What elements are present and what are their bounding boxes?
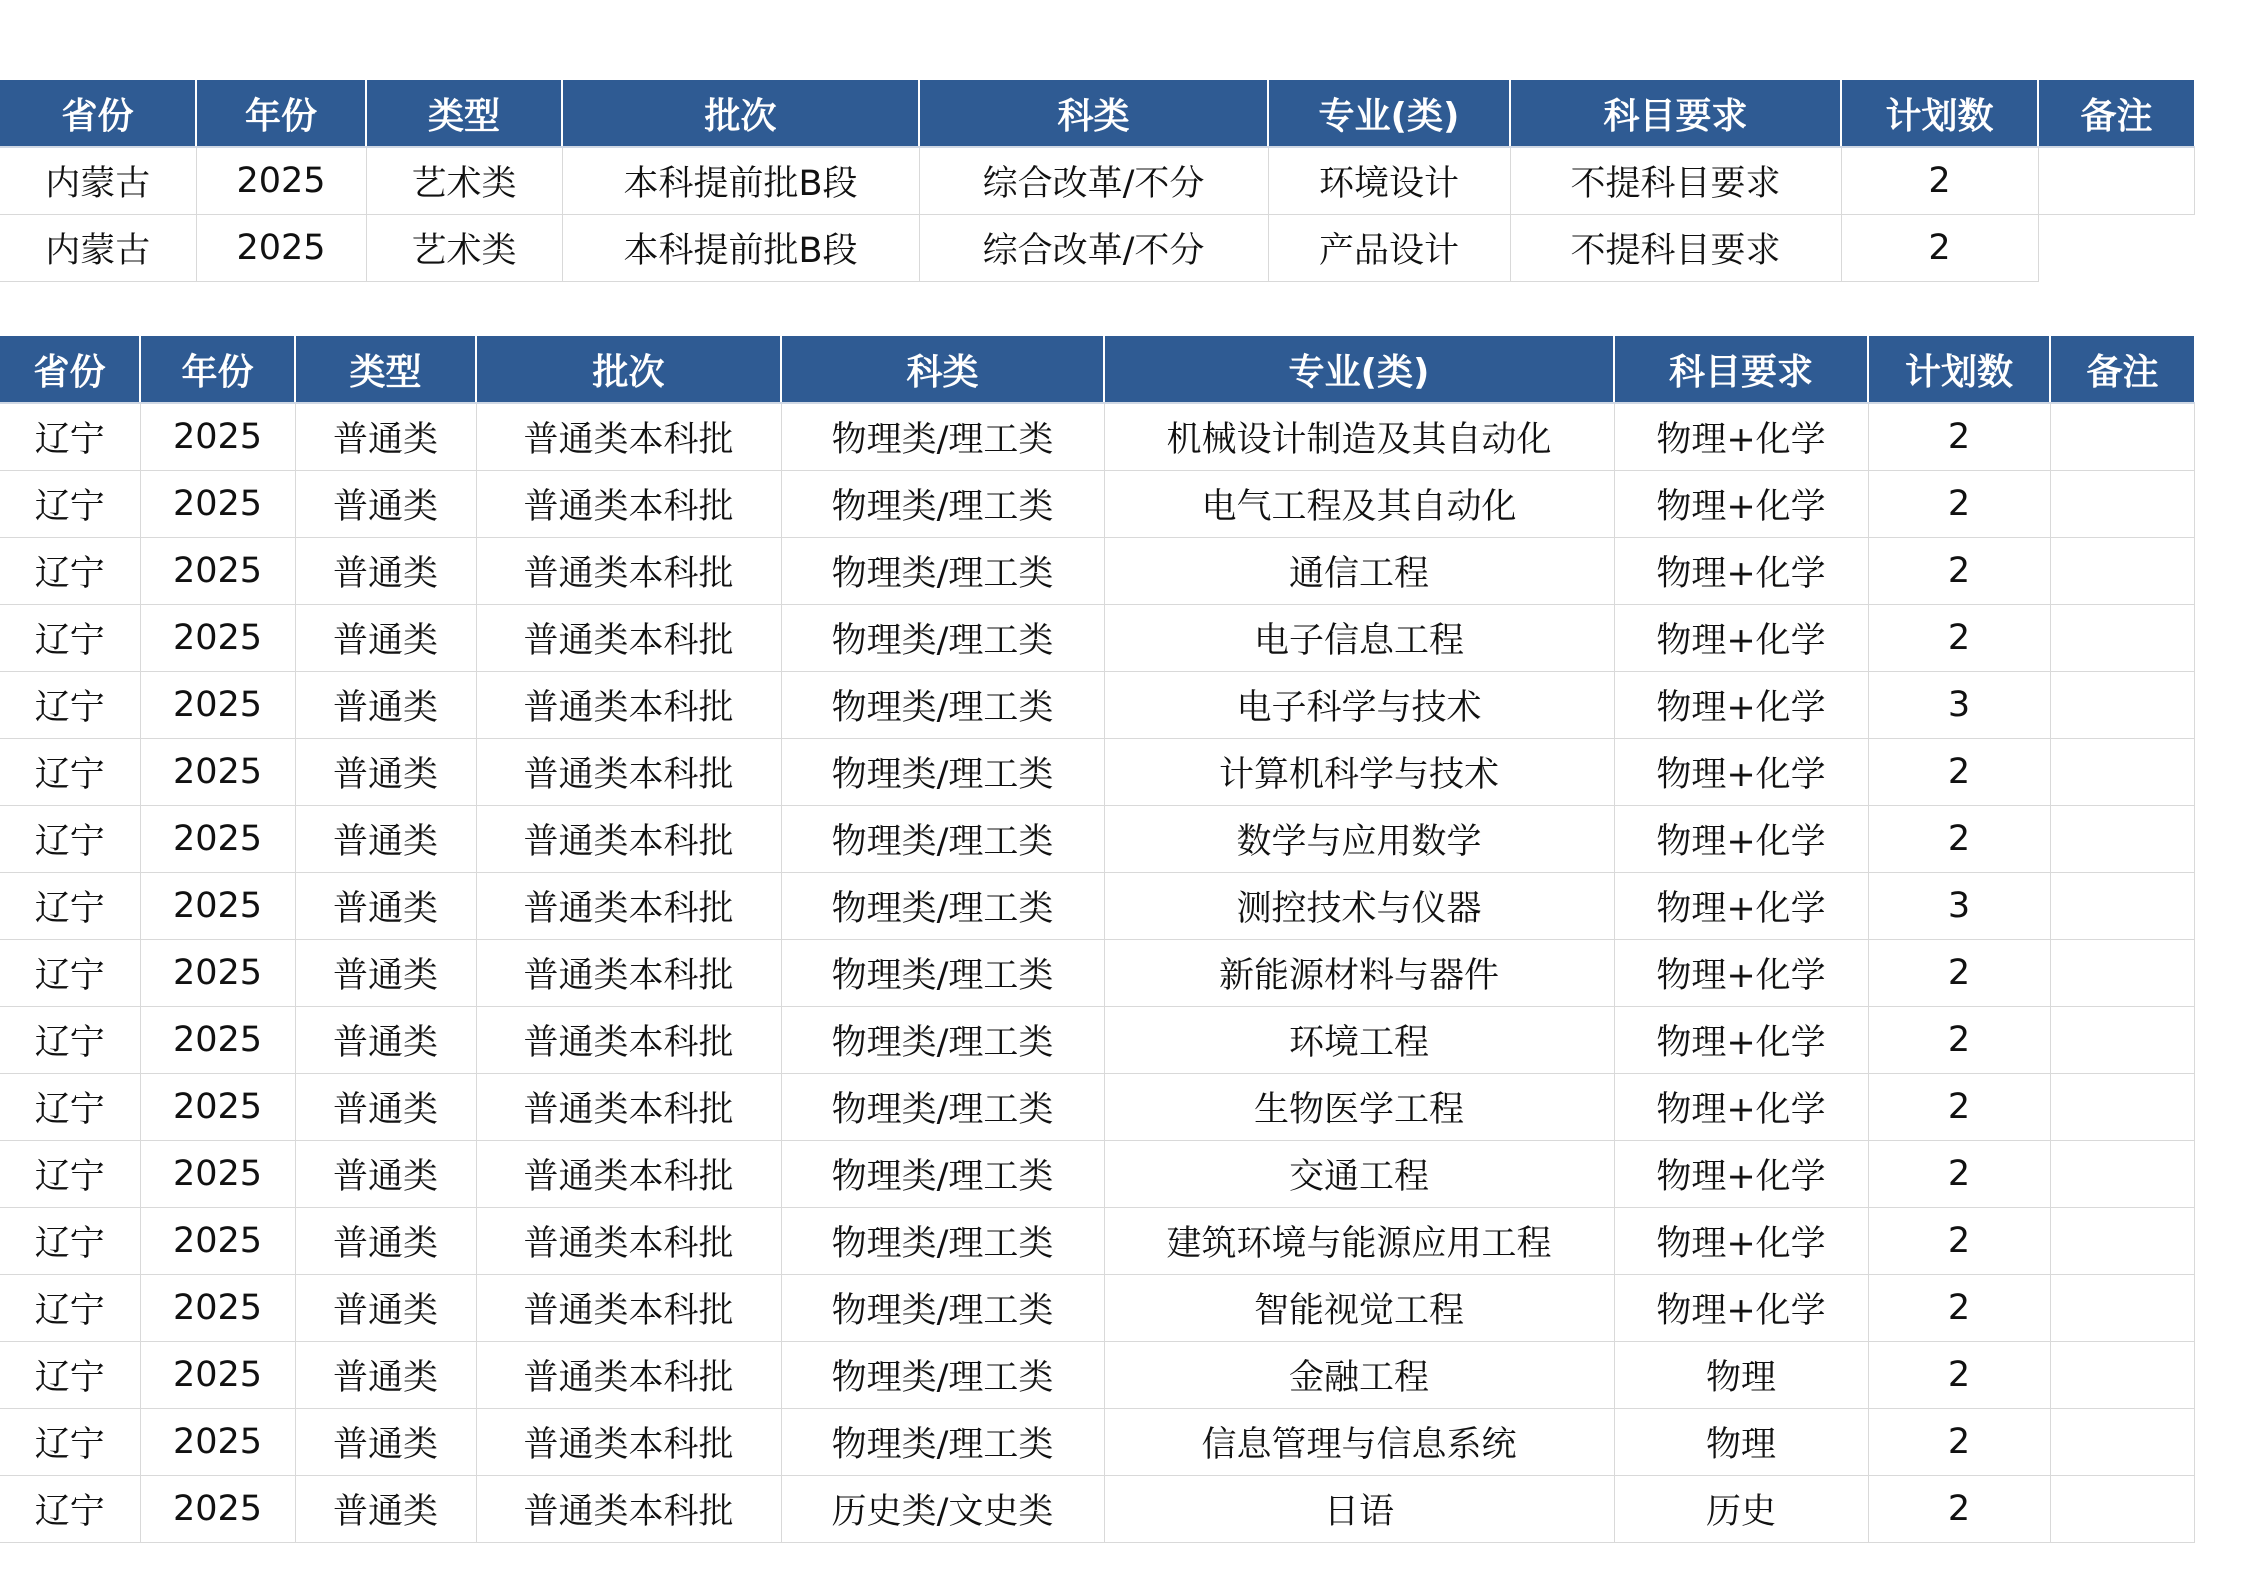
header-subject-requirement: 科目要求 xyxy=(1510,80,1841,147)
cell-type: 普通类 xyxy=(295,403,476,471)
cell-category: 物理类/理工类 xyxy=(781,605,1104,672)
cell-category: 物理类/理工类 xyxy=(781,1007,1104,1074)
header-category: 科类 xyxy=(919,80,1268,147)
cell-year: 2025 xyxy=(140,1141,295,1208)
cell-plan-count: 2 xyxy=(1868,940,2050,1007)
cell-type: 艺术类 xyxy=(366,147,562,215)
table-row xyxy=(0,806,2194,873)
table-row xyxy=(0,873,2194,940)
cell-plan-count: 2 xyxy=(1841,147,2038,215)
cell-province: 内蒙古 xyxy=(0,147,196,215)
cell-batch: 普通类本科批 xyxy=(476,403,781,471)
table-row xyxy=(0,1476,2194,1543)
cell-notes xyxy=(2038,147,2194,215)
cell-notes xyxy=(2050,672,2194,739)
table-row xyxy=(0,1342,2194,1409)
cell-subject-requirement: 历史 xyxy=(1614,1476,1868,1543)
cell-province: 内蒙古 xyxy=(0,215,196,282)
header-major: 专业(类) xyxy=(1268,80,1510,147)
cell-type: 普通类 xyxy=(295,471,476,538)
cell-category: 物理类/理工类 xyxy=(781,806,1104,873)
cell-subject-requirement: 物理+化学 xyxy=(1614,873,1868,940)
header-province: 省份 xyxy=(0,80,196,147)
cell-province: 辽宁 xyxy=(0,873,140,940)
table-header-row xyxy=(0,80,2194,147)
cell-subject-requirement: 不提科目要求 xyxy=(1510,147,1841,215)
cell-batch: 本科提前批B段 xyxy=(562,147,919,215)
cell-notes xyxy=(2050,1007,2194,1074)
cell-notes xyxy=(2050,1074,2194,1141)
cell-category: 物理类/理工类 xyxy=(781,1342,1104,1409)
table-row xyxy=(0,215,2194,282)
cell-plan-count: 2 xyxy=(1868,605,2050,672)
cell-province: 辽宁 xyxy=(0,605,140,672)
cell-subject-requirement: 不提科目要求 xyxy=(1510,215,1841,282)
cell-type: 普通类 xyxy=(295,1409,476,1476)
cell-subject-requirement: 物理 xyxy=(1614,1342,1868,1409)
cell-subject-requirement: 物理+化学 xyxy=(1614,605,1868,672)
table-row xyxy=(0,605,2194,672)
cell-year: 2025 xyxy=(196,147,366,215)
table-row xyxy=(0,403,2194,471)
table-row xyxy=(0,1141,2194,1208)
cell-year: 2025 xyxy=(140,1208,295,1275)
cell-notes xyxy=(2050,806,2194,873)
cell-province: 辽宁 xyxy=(0,403,140,471)
table-row xyxy=(0,1007,2194,1074)
cell-year: 2025 xyxy=(140,471,295,538)
header-category: 科类 xyxy=(781,336,1104,403)
cell-major: 电子信息工程 xyxy=(1104,605,1614,672)
table-row xyxy=(0,739,2194,806)
header-batch: 批次 xyxy=(562,80,919,147)
header-notes: 备注 xyxy=(2050,336,2194,403)
table-row xyxy=(0,940,2194,1007)
cell-year: 2025 xyxy=(140,940,295,1007)
cell-plan-count: 2 xyxy=(1868,403,2050,471)
cell-year: 2025 xyxy=(140,739,295,806)
cell-plan-count: 2 xyxy=(1868,806,2050,873)
cell-major: 测控技术与仪器 xyxy=(1104,873,1614,940)
cell-category: 物理类/理工类 xyxy=(781,1074,1104,1141)
cell-plan-count: 2 xyxy=(1868,1141,2050,1208)
cell-batch: 普通类本科批 xyxy=(476,806,781,873)
cell-notes xyxy=(2050,605,2194,672)
cell-notes xyxy=(2050,1208,2194,1275)
cell-type: 普通类 xyxy=(295,940,476,1007)
cell-plan-count: 2 xyxy=(1868,1074,2050,1141)
header-plan-count: 计划数 xyxy=(1841,80,2038,147)
cell-batch: 普通类本科批 xyxy=(476,1342,781,1409)
header-subject-requirement: 科目要求 xyxy=(1614,336,1868,403)
cell-province: 辽宁 xyxy=(0,672,140,739)
cell-province: 辽宁 xyxy=(0,538,140,605)
cell-major: 信息管理与信息系统 xyxy=(1104,1409,1614,1476)
cell-notes xyxy=(2050,1342,2194,1409)
cell-subject-requirement: 物理+化学 xyxy=(1614,806,1868,873)
cell-year: 2025 xyxy=(140,1342,295,1409)
cell-province: 辽宁 xyxy=(0,1007,140,1074)
cell-batch: 普通类本科批 xyxy=(476,1074,781,1141)
cell-year: 2025 xyxy=(140,1007,295,1074)
cell-notes xyxy=(2050,403,2194,471)
header-year: 年份 xyxy=(140,336,295,403)
cell-province: 辽宁 xyxy=(0,1476,140,1543)
cell-type: 普通类 xyxy=(295,1275,476,1342)
cell-major: 电气工程及其自动化 xyxy=(1104,471,1614,538)
cell-batch: 普通类本科批 xyxy=(476,873,781,940)
cell-batch: 普通类本科批 xyxy=(476,940,781,1007)
cell-category: 物理类/理工类 xyxy=(781,940,1104,1007)
cell-notes xyxy=(2038,215,2194,282)
cell-notes xyxy=(2050,739,2194,806)
header-plan-count: 计划数 xyxy=(1868,336,2050,403)
cell-type: 普通类 xyxy=(295,605,476,672)
cell-category: 综合改革/不分 xyxy=(919,147,1268,215)
cell-category: 物理类/理工类 xyxy=(781,1141,1104,1208)
cell-batch: 本科提前批B段 xyxy=(562,215,919,282)
cell-category: 历史类/文史类 xyxy=(781,1476,1104,1543)
cell-category: 物理类/理工类 xyxy=(781,403,1104,471)
table-row xyxy=(0,1275,2194,1342)
cell-major: 金融工程 xyxy=(1104,1342,1614,1409)
cell-subject-requirement: 物理+化学 xyxy=(1614,1275,1868,1342)
cell-type: 普通类 xyxy=(295,1074,476,1141)
cell-subject-requirement: 物理 xyxy=(1614,1409,1868,1476)
cell-category: 物理类/理工类 xyxy=(781,672,1104,739)
table-row xyxy=(0,147,2194,215)
header-batch: 批次 xyxy=(476,336,781,403)
cell-batch: 普通类本科批 xyxy=(476,605,781,672)
table-row xyxy=(0,1409,2194,1476)
cell-plan-count: 2 xyxy=(1868,1007,2050,1074)
cell-notes xyxy=(2050,940,2194,1007)
cell-major: 新能源材料与器件 xyxy=(1104,940,1614,1007)
cell-batch: 普通类本科批 xyxy=(476,739,781,806)
cell-batch: 普通类本科批 xyxy=(476,538,781,605)
cell-province: 辽宁 xyxy=(0,940,140,1007)
cell-category: 物理类/理工类 xyxy=(781,538,1104,605)
cell-year: 2025 xyxy=(140,1074,295,1141)
cell-category: 物理类/理工类 xyxy=(781,873,1104,940)
cell-notes xyxy=(2050,1275,2194,1342)
cell-subject-requirement: 物理+化学 xyxy=(1614,403,1868,471)
cell-year: 2025 xyxy=(196,215,366,282)
cell-province: 辽宁 xyxy=(0,1074,140,1141)
cell-category: 物理类/理工类 xyxy=(781,739,1104,806)
cell-plan-count: 2 xyxy=(1868,1208,2050,1275)
cell-year: 2025 xyxy=(140,672,295,739)
cell-major: 产品设计 xyxy=(1268,215,1510,282)
cell-major: 生物医学工程 xyxy=(1104,1074,1614,1141)
cell-plan-count: 3 xyxy=(1868,873,2050,940)
cell-batch: 普通类本科批 xyxy=(476,1409,781,1476)
cell-subject-requirement: 物理+化学 xyxy=(1614,940,1868,1007)
cell-major: 建筑环境与能源应用工程 xyxy=(1104,1208,1614,1275)
cell-type: 普通类 xyxy=(295,806,476,873)
cell-batch: 普通类本科批 xyxy=(476,1275,781,1342)
cell-plan-count: 2 xyxy=(1868,538,2050,605)
cell-province: 辽宁 xyxy=(0,739,140,806)
cell-plan-count: 2 xyxy=(1868,1476,2050,1543)
cell-province: 辽宁 xyxy=(0,1409,140,1476)
cell-batch: 普通类本科批 xyxy=(476,672,781,739)
cell-type: 普通类 xyxy=(295,672,476,739)
cell-category: 物理类/理工类 xyxy=(781,471,1104,538)
cell-type: 普通类 xyxy=(295,1476,476,1543)
cell-notes xyxy=(2050,873,2194,940)
cell-type: 普通类 xyxy=(295,739,476,806)
cell-year: 2025 xyxy=(140,403,295,471)
cell-year: 2025 xyxy=(140,1275,295,1342)
cell-type: 普通类 xyxy=(295,1007,476,1074)
header-type: 类型 xyxy=(295,336,476,403)
cell-type: 普通类 xyxy=(295,873,476,940)
cell-province: 辽宁 xyxy=(0,1275,140,1342)
cell-major: 数学与应用数学 xyxy=(1104,806,1614,873)
cell-major: 计算机科学与技术 xyxy=(1104,739,1614,806)
admission-plan-table-innermongolia xyxy=(0,80,2195,282)
header-type: 类型 xyxy=(366,80,562,147)
cell-year: 2025 xyxy=(140,806,295,873)
cell-notes xyxy=(2050,538,2194,605)
cell-major: 通信工程 xyxy=(1104,538,1614,605)
cell-subject-requirement: 物理+化学 xyxy=(1614,1208,1868,1275)
cell-plan-count: 2 xyxy=(1868,1342,2050,1409)
cell-major: 电子科学与技术 xyxy=(1104,672,1614,739)
cell-notes xyxy=(2050,471,2194,538)
cell-major: 日语 xyxy=(1104,1476,1614,1543)
table-row xyxy=(0,471,2194,538)
table-header-row xyxy=(0,336,2194,403)
table-row xyxy=(0,672,2194,739)
cell-category: 物理类/理工类 xyxy=(781,1275,1104,1342)
cell-major: 环境设计 xyxy=(1268,147,1510,215)
cell-province: 辽宁 xyxy=(0,806,140,873)
cell-major: 环境工程 xyxy=(1104,1007,1614,1074)
cell-year: 2025 xyxy=(140,605,295,672)
cell-province: 辽宁 xyxy=(0,1208,140,1275)
header-year: 年份 xyxy=(196,80,366,147)
cell-subject-requirement: 物理+化学 xyxy=(1614,538,1868,605)
cell-subject-requirement: 物理+化学 xyxy=(1614,1074,1868,1141)
cell-year: 2025 xyxy=(140,538,295,605)
cell-batch: 普通类本科批 xyxy=(476,1208,781,1275)
cell-plan-count: 2 xyxy=(1868,1275,2050,1342)
cell-plan-count: 2 xyxy=(1868,471,2050,538)
cell-major: 智能视觉工程 xyxy=(1104,1275,1614,1342)
cell-type: 普通类 xyxy=(295,1342,476,1409)
cell-notes xyxy=(2050,1476,2194,1543)
cell-subject-requirement: 物理+化学 xyxy=(1614,471,1868,538)
cell-category: 物理类/理工类 xyxy=(781,1208,1104,1275)
cell-batch: 普通类本科批 xyxy=(476,471,781,538)
cell-plan-count: 3 xyxy=(1868,672,2050,739)
cell-year: 2025 xyxy=(140,873,295,940)
header-major: 专业(类) xyxy=(1104,336,1614,403)
cell-year: 2025 xyxy=(140,1476,295,1543)
cell-year: 2025 xyxy=(140,1409,295,1476)
cell-province: 辽宁 xyxy=(0,1141,140,1208)
admission-plan-table-liaoning xyxy=(0,336,2195,1543)
cell-type: 普通类 xyxy=(295,1141,476,1208)
cell-batch: 普通类本科批 xyxy=(476,1007,781,1074)
cell-category: 物理类/理工类 xyxy=(781,1409,1104,1476)
cell-subject-requirement: 物理+化学 xyxy=(1614,739,1868,806)
cell-notes xyxy=(2050,1141,2194,1208)
cell-type: 普通类 xyxy=(295,1208,476,1275)
cell-type: 普通类 xyxy=(295,538,476,605)
cell-plan-count: 2 xyxy=(1868,1409,2050,1476)
cell-batch: 普通类本科批 xyxy=(476,1476,781,1543)
cell-major: 交通工程 xyxy=(1104,1141,1614,1208)
cell-category: 综合改革/不分 xyxy=(919,215,1268,282)
cell-province: 辽宁 xyxy=(0,1342,140,1409)
table-row xyxy=(0,538,2194,605)
cell-subject-requirement: 物理+化学 xyxy=(1614,1007,1868,1074)
cell-notes xyxy=(2050,1409,2194,1476)
table-row xyxy=(0,1208,2194,1275)
cell-plan-count: 2 xyxy=(1868,739,2050,806)
header-province: 省份 xyxy=(0,336,140,403)
cell-subject-requirement: 物理+化学 xyxy=(1614,672,1868,739)
cell-batch: 普通类本科批 xyxy=(476,1141,781,1208)
cell-province: 辽宁 xyxy=(0,471,140,538)
cell-plan-count: 2 xyxy=(1841,215,2038,282)
header-notes: 备注 xyxy=(2038,80,2194,147)
cell-subject-requirement: 物理+化学 xyxy=(1614,1141,1868,1208)
cell-type: 艺术类 xyxy=(366,215,562,282)
table-row xyxy=(0,1074,2194,1141)
cell-major: 机械设计制造及其自动化 xyxy=(1104,403,1614,471)
